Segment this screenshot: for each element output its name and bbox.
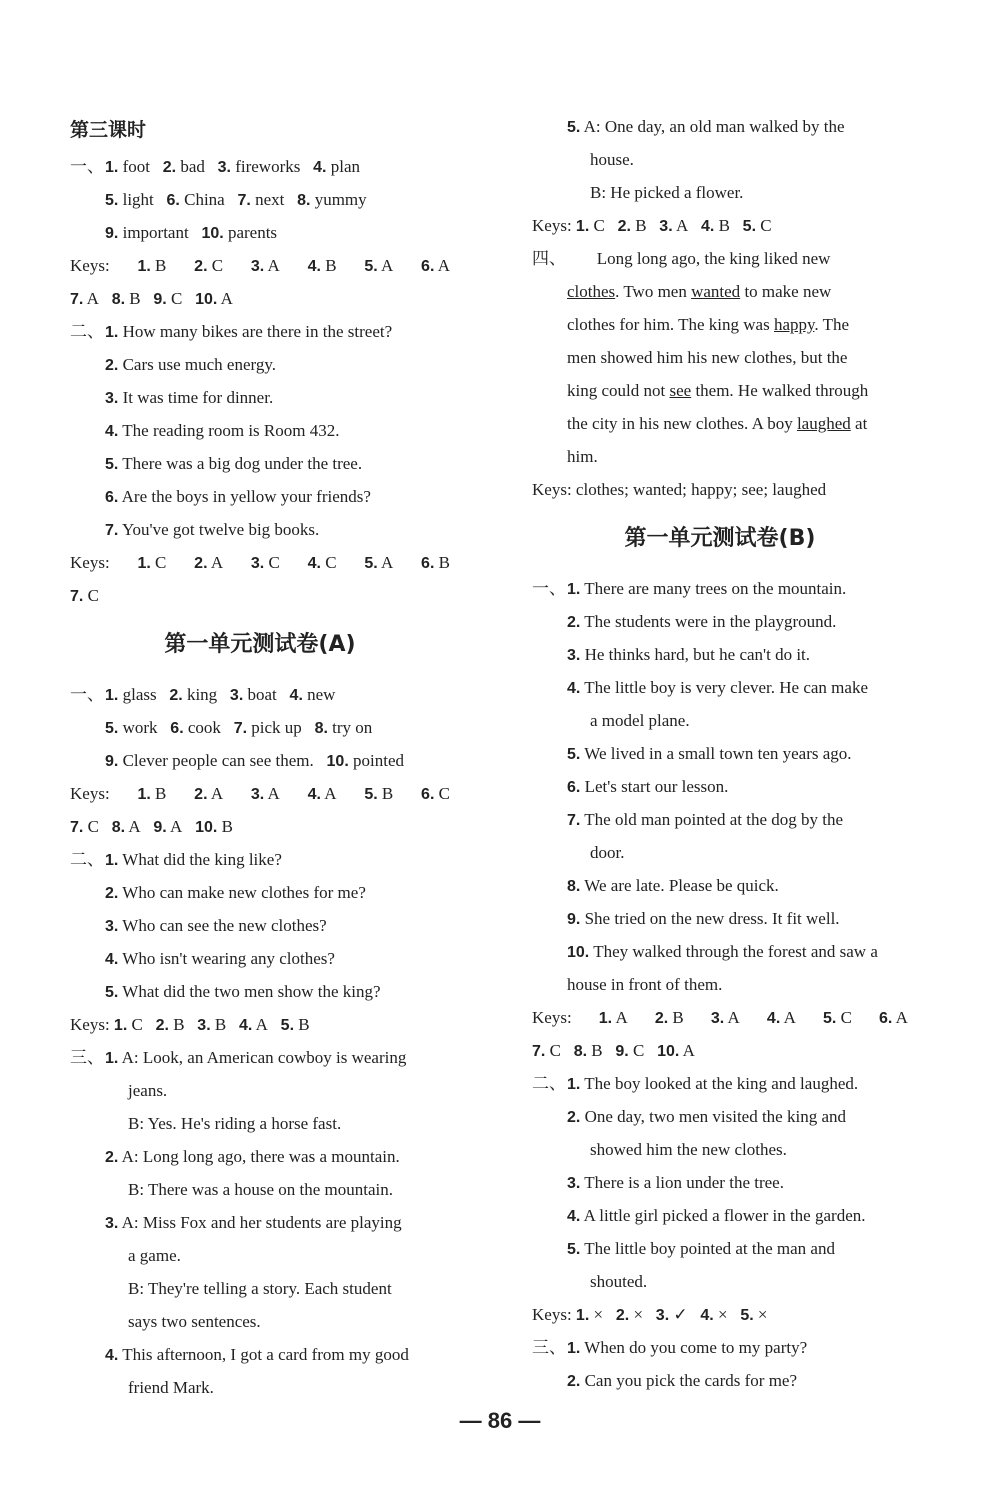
exercise-line: 5. What did the two men show the king? (105, 982, 381, 1001)
passage-line: 四、 Long long ago, the king liked new (532, 249, 831, 268)
dialogue-line: house. (590, 150, 634, 169)
answer-keys: 7. A 8. B 9. C 10. A (70, 289, 233, 308)
exercise-line: 2. Can you pick the cards for me? (567, 1371, 798, 1390)
passage-line: clothes for him. The king was happy. The (567, 315, 850, 334)
answer-keys: Keys: 1. B 2. A 3. A 4. A 5. B 6. C (70, 784, 450, 803)
blank-answer: laughed (796, 414, 851, 433)
exercise-line: 5. The little boy pointed at the man and (567, 1239, 835, 1258)
exercise-line: 2. One day, two men visited the king and (567, 1107, 846, 1126)
exercise-line: 5. There was a big dog under the tree. (105, 454, 363, 473)
answer-keys: 7. C (70, 586, 99, 605)
section-heading: 第三课时 (70, 119, 147, 141)
dialogue-line: 三、1. A: Look, an American cowboy is wearing (70, 1048, 407, 1067)
page-number: — 86 — (459, 1408, 541, 1433)
exercise-line: 4. The reading room is Room 432. (105, 421, 340, 440)
exercise-line: 5. work 6. cook 7. pick up 8. try on (105, 718, 373, 737)
passage-line: the city in his new clothes. A boy laughed at (567, 414, 868, 433)
left-column (70, 110, 450, 1404)
exercise-line: 9. important 10. parents (105, 223, 278, 242)
test-title: 第一单元测试卷(A) (164, 632, 356, 657)
dialogue-line: 5. A: One day, an old man walked by the (567, 117, 845, 136)
exercise-line: 二、1. How many bikes are there in the street? (70, 322, 393, 341)
exercise-line: 6. Let's start our lesson. (567, 777, 729, 796)
answer-keys: 7. C 8. A 9. A 10. B (70, 817, 233, 836)
passage-line: him. (567, 447, 598, 466)
dialogue-line: B: They're telling a story. Each student (128, 1279, 392, 1298)
exercise-line: door. (590, 843, 625, 862)
exercise-line: house in front of them. (567, 975, 723, 994)
dialogue-line: says two sentences. (128, 1312, 261, 1331)
answer-keys: Keys: clothes; wanted; happy; see; laughed (532, 480, 827, 499)
exercise-line: 3. Who can see the new clothes? (105, 916, 327, 935)
blank-answer: happy (773, 315, 815, 334)
exercise-line: 10. They walked through the forest and saw a (567, 942, 878, 961)
exercise-line: 2. Who can make new clothes for me? (105, 883, 366, 902)
exercise-line: shouted. (590, 1272, 648, 1291)
exercise-line: 一、1. There are many trees on the mountain. (532, 579, 847, 598)
exercise-line: 三、1. When do you come to my party? (532, 1338, 808, 1357)
exercise-line: 一、1. foot 2. bad 3. fireworks 4. plan (70, 157, 360, 176)
exercise-line: a model plane. (590, 711, 690, 730)
dialogue-line: friend Mark. (128, 1378, 214, 1397)
dialogue-line: a game. (128, 1246, 181, 1265)
exercise-line: 3. It was time for dinner. (105, 388, 274, 407)
passage-line: men showed him his new clothes, but the (567, 348, 848, 367)
exercise-line: 一、1. glass 2. king 3. boat 4. new (70, 685, 336, 704)
dialogue-line: B: Yes. He's riding a horse fast. (128, 1114, 342, 1133)
exercise-line: 二、1. What did the king like? (70, 850, 282, 869)
exercise-line: 9. Clever people can see them. 10. pointed (105, 751, 405, 770)
dialogue-line: 3. A: Miss Fox and her students are playing (105, 1213, 402, 1232)
exercise-line: 6. Are the boys in yellow your friends? (105, 487, 371, 506)
exercise-line: 2. The students were in the playground. (567, 612, 837, 631)
test-title: 第一单元测试卷(B) (624, 526, 816, 551)
blank-answer: wanted (691, 282, 741, 301)
exercise-line: 5. light 6. China 7. next 8. yummy (105, 190, 367, 209)
exercise-line: 3. There is a lion under the tree. (567, 1173, 784, 1192)
answer-keys: Keys: 1. C 2. A 3. C 4. C 5. A 6. B (70, 553, 450, 572)
exercise-line: 7. You've got twelve big books. (105, 520, 320, 539)
answer-keys: Keys: 1. C 2. B 3. B 4. A 5. B (70, 1015, 310, 1034)
exercise-line: 二、1. The boy looked at the king and laughed. (532, 1074, 859, 1093)
right-column (532, 110, 908, 1397)
exercise-line: 8. We are late. Please be quick. (567, 876, 779, 895)
answer-keys: Keys: 1. C 2. B 3. A 4. B 5. C (532, 216, 772, 235)
exercise-line: 4. The little boy is very clever. He can make (567, 678, 868, 697)
blank-answer: see (669, 381, 692, 400)
exercise-line: 7. The old man pointed at the dog by the (567, 810, 844, 829)
passage-line: clothes. Two men wanted to make new (567, 282, 832, 301)
dialogue-line: jeans. (128, 1081, 168, 1100)
exercise-line: 5. We lived in a small town ten years ago. (567, 744, 852, 763)
dialogue-line: B: He picked a flower. (590, 183, 744, 202)
exercise-line: showed him the new clothes. (590, 1140, 787, 1159)
dialogue-line: B: There was a house on the mountain. (128, 1180, 394, 1199)
blank-answer: clothes (567, 282, 616, 301)
answer-keys: Keys: 1. A 2. B 3. A 4. A 5. C 6. A (532, 1008, 908, 1027)
exercise-line: 3. He thinks hard, but he can't do it. (567, 645, 811, 664)
exercise-line: 4. Who isn't wearing any clothes? (105, 949, 335, 968)
dialogue-line: 4. This afternoon, I got a card from my good (105, 1345, 409, 1364)
answer-keys: Keys: 1. B 2. C 3. A 4. B 5. A 6. A (70, 256, 450, 275)
answer-keys: Keys: 1. × 2. × 3. ✓ 4. × 5. × (532, 1305, 768, 1324)
exercise-line: 9. She tried on the new dress. It fit well. (567, 909, 840, 928)
passage-line: king could not see them. He walked through (567, 381, 869, 400)
exercise-line: 2. Cars use much energy. (105, 355, 277, 374)
dialogue-line: 2. A: Long long ago, there was a mountain. (105, 1147, 400, 1166)
exercise-line: 4. A little girl picked a flower in the garden. (567, 1206, 866, 1225)
answer-keys: 7. C 8. B 9. C 10. A (532, 1041, 695, 1060)
